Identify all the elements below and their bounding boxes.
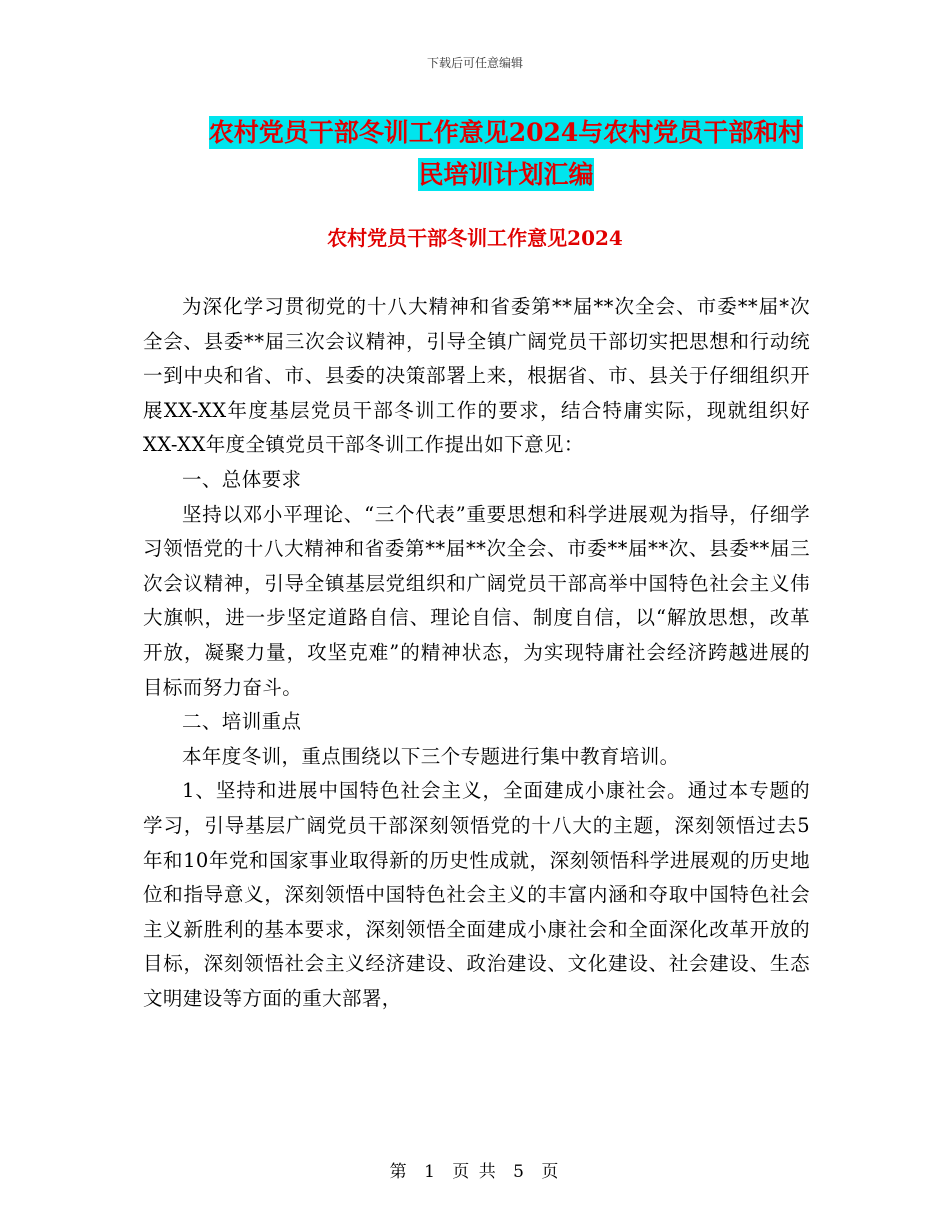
header-note: 下载后可任意编辑 [426,56,523,70]
main-title-line1: 农村党员干部冬训工作意见2024与农村党员干部和村 [208,118,804,147]
footer-prefix: 第 [389,1162,409,1182]
paragraph-intro: 为深化学习贯彻党的十八大精神和省委第**届**次全会、市委**届*次全会、县委**届三次会议精神，引导全镇广阔党员干部切实把思想和行动统一到中央和省、市、县委的决策部署上来，根据省、市、县关于仔细组织开展XX-XX年度基层党员干部冬训工作的要求，结合特庸实际，现就组织好XX-XX年度全镇党员干部冬训工作提出如下意见： [143,295,810,457]
paragraph-general-requirements: 坚持以邓小平理论、“三个代表”重要思想和科学进展观为指导，仔细学习领悟党的十八大精神和省委第**届**次全会、市委**届**次、县委**届三次会议精神，引导全镇基层党组织和广阔党员干部高举中国特色社会主义伟大旗帜，进一步坚定道路自信、理论自信、制度自信，以“解放思想，改革开放，凝聚力量，攻坚克难”的精神状态，为实现特庸社会经济跨越进展的目标而努力奋斗。 [143,502,810,699]
heading-general-requirements: 一、总体要求 [182,467,302,491]
paragraph-topic-1: 1、坚持和进展中国特色社会主义，全面建成小康社会。通过本专题的学习，引导基层广阔党员干部深刻领悟党的十八大的主题，深刻领悟过去5年和10年党和国家事业取得新的历史性成就，深刻领悟科学进展观的历史地位和指导意义，深刻领悟中国特色社会主义的丰富内涵和夺取中国特色社会主义新胜利的基本要求，深刻领悟全面建成小康社会和全面深化改革开放的目标，深刻领悟社会主义经济建设、政治建设、文化建设、社会建设、生态文明建设等方面的重大部署， [143,779,810,1010]
page-number: 1 [424,1162,437,1182]
footer-mid: 页 共 [452,1162,498,1182]
page-footer [0,1157,950,1182]
main-title-line2: 民培训计划汇编 [418,160,594,189]
body-text [143,290,810,1016]
heading-training-focus: 二、培训重点 [182,710,302,734]
footer-suffix: 页 [541,1162,561,1182]
section-title: 农村党员干部冬训工作意见2024 [327,226,623,250]
total-pages: 5 [513,1162,526,1182]
paragraph-training-focus: 本年度冬训，重点围绕以下三个专题进行集中教育培训。 [182,744,680,768]
main-title [186,112,826,196]
